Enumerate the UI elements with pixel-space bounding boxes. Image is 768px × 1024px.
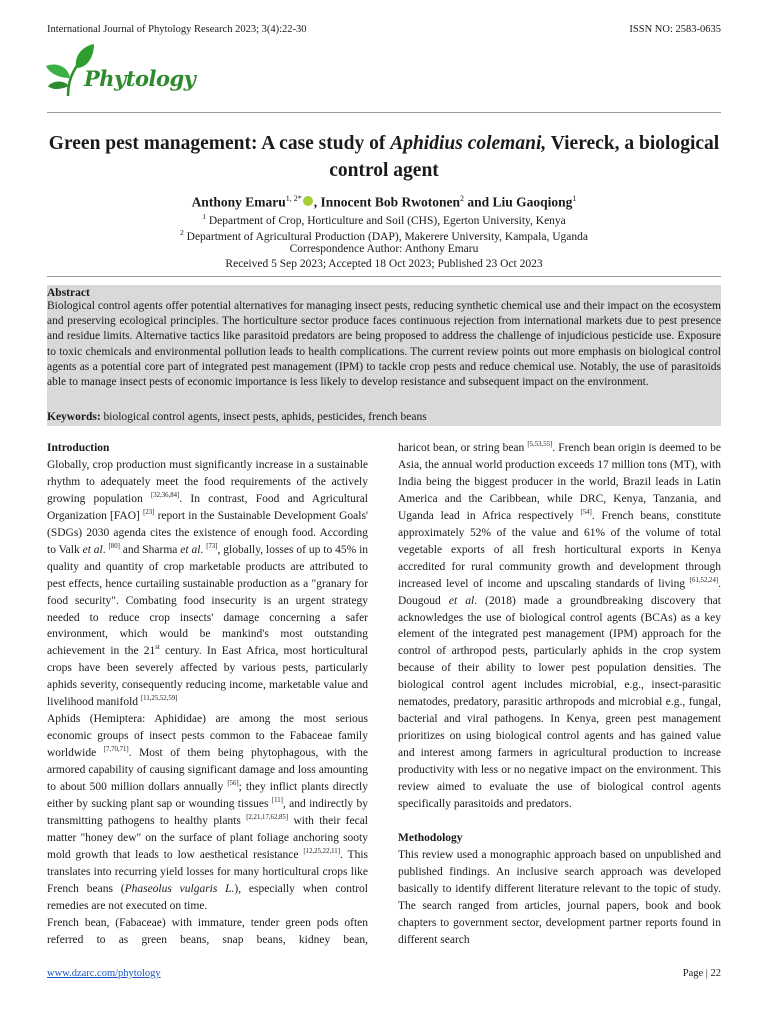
author-list: Anthony Emaru$^{1, 2*}$ , Innocent Bob Rwotonen$^2$ and Liu Gaoqiong$^1$ (191, 194, 577, 210)
abstract-rule (47, 276, 721, 277)
correspondence-line: Correspondence Author: Anthony Emaru (289, 243, 479, 255)
intro-paragraph-3-cont: haricot bean, or string bean [5,53,55]. French bean origin is deemed to be Asia, the annual world production exceeds 17 million tons (MT), with India being the biggest producer in the world, Brazil leads in Latin America and the Caribbean, while DRC, Kenya, Tanzania, and Uganda lead in Africa respectively [54]. French beans, constitute approximately 52% of the value and 61% of the volume of total vegetable exports of all fresh horticultural exports in Kenya accredited for rural community growth and development through increased level of income and upscaling standards of living [61,52,24]. Dougoud et al. (2018) made a groundbreaking discovery that acknowledges the use of biological control agents (BCAs) as a key element of the integrated pest management (IPM) approach for the control of arthropod pests, particularly aphids in the crop system because of their ability to lower pest population densities. The biological control agent includes microbial, e.g., insect-parasitic nematodes, predatory, parasitic arthropods and microbial e.g., fungal, bacterial and viral pathogens. In Kenya, green pest management prioritizes on using biological control agents and has gained value and interest among farmers in agricultural production to increase productivity with less or no negative impact on the environment. This review aimed to evaluate the use of biological control agents specifically parasitoids and predators. (398, 441, 721, 811)
journal-logo (46, 44, 206, 100)
paper-title: Green pest management: A case study of Aphidius colemani, Viereck, a biological control agent (48, 133, 720, 181)
affiliation-2: $^2$ Department of Agricultural Production (DAP), Makerere University, Kampala, Uganda (180, 228, 588, 243)
abstract-heading: Abstract (47, 287, 90, 299)
left-column (47, 440, 368, 949)
intro-paragraph-3-continued-lead: haricot bean, or string bean (398, 442, 528, 454)
methodology-text: This review used a monographic approach based on unpublished and published findings. An inclusive search approach was developed basically to identify different literature relevant to the topic of study. The search ranged from articles, journal papers, book and book chapters to government sector, development partner reports found in different search (398, 848, 721, 946)
header-rule (47, 112, 721, 113)
page-number: Page | 22 (682, 968, 721, 979)
right-column (398, 440, 721, 949)
intro-paragraph-3-start: French bean, (Fabaceae) with immature, tender green pods often referred to as green beans, snap beans, kidney bean, (47, 916, 368, 946)
journal-header: International Journal of Phytology Research 2023; 3(4):22-30 (47, 24, 307, 35)
paragraph-gap (398, 813, 721, 830)
methodology-heading: Methodology (398, 831, 463, 844)
intro-paragraph-1: Globally, crop production must significantly increase in a sustainable rhythm to adequately meet the food requirements of the actively growing population [32,36,84]. In contrast, Food and Agricultural Organization [FAO] [23] report in the Sustainable Development Goals' (SDGs) 2030 agenda cites the existence of enough food. According to Valk et al. [80] and Sharma et al. [73], globally, losses of up to 45% in quality and quantity of crop marketable products are attributed to pest effects, hence curtailing sustainable production as a "granary for food security". Combating food insecurity is an urgent strategy needed to reduce crop insects' damage concerning a safer environment, which would be mankind's most outstanding achievement in the 21st century. In East Africa, most horticultural crops have been severely affected by various pests, particularly aphids severity, consequently reducing income, marketable value and livelihood manifold [11,25,52,59] (47, 458, 369, 709)
introduction-heading: Introduction (47, 442, 110, 454)
journal-website-link[interactable]: www.dzarc.com/phytology (47, 968, 161, 979)
logo-text: Phytology (84, 66, 196, 91)
orcid-icon[interactable] (303, 196, 313, 206)
keywords-line: Keywords: biological control agents, insect pests, aphids, pesticides, french beans (47, 411, 427, 423)
issn-header: ISSN NO: 2583-0635 (629, 24, 721, 35)
affiliation-1: $^1$ Department of Crop, Horticulture and Soil (CHS), Egerton University, Kenya (202, 212, 566, 227)
abstract-text: Biological control agents offer potential alternatives for managing insect pests, reducing synthetic chemical use and their impact on the ecosystem and preserving ecological principles. The horticulture sector produce faces continuous rejection from international markets due to pest presence and residue limits. Alternative tactics like parasitoid predators are being proposed to address the challenge of injudicious pesticide use. Exposure to toxic chemicals and environmental pollution leads to health complications. The current review points out more emphasis on biological control agents as a potential core part of integrated pest management (IPM) to tackle crop pests and reduce chemical use. Notably, the use of parasitoids able to manage insect pests of economic importance is less likely to develop resistance and subsequent impact on the environment. (47, 300, 721, 389)
dates-line: Received 5 Sep 2023; Accepted 18 Oct 2023; Published 23 Oct 2023 (225, 258, 543, 270)
intro-paragraph-2: Aphids (Hemiptera: Aphididae) are among the most serious economic groups of insect pests common to the Fabaceae family worldwide [7,70,71]. Most of them being phytophagous, with the armored capability of causing significant damage and loss amounting to about 500 million dollars annually [56]; they inflict plants directly either by sucking plant sap or wounding tissues [11], and indirectly by transmitting pathogens to healthy plants [2,21,17,62,85] with their fecal matter "honey dew" on the surface of plant foliage anchoring sooty mold growth that leads to low aesthetical resistance [12,25,22,11]. This translates into recurring yield losses for many horticultural crops like French beans (Phaseolus vulgaris L.), especially when control remedies are not executed on time. (47, 713, 368, 912)
